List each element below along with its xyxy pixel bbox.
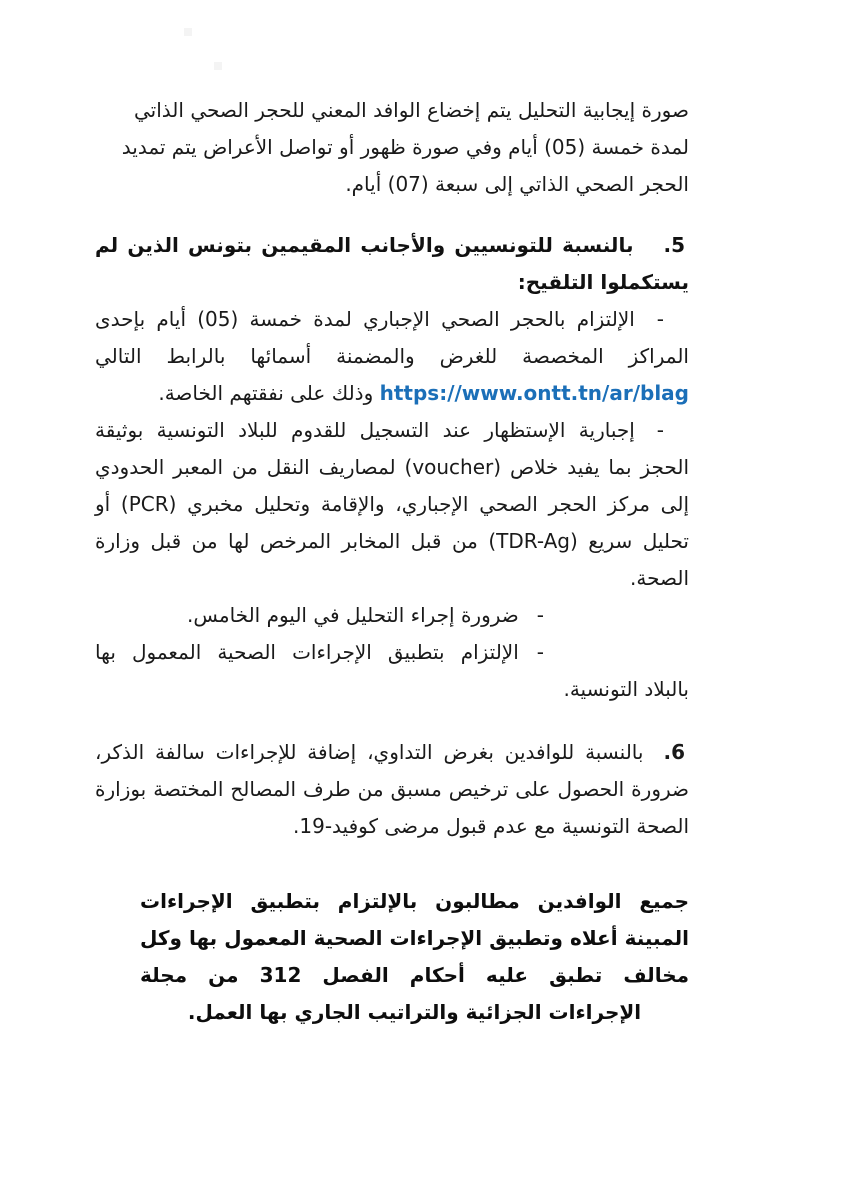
sub-bullet-text: ضرورة إجراء التحليل في اليوم الخامس.: [187, 603, 519, 627]
closing-paragraph: جميع الوافدين مطالبون بالإلتزام بتطبيق الإجراءات المبينة أعلاه وتطبيق الإجراءات الصحية المعمول بها وكل مخالف تطبق عليه أحكام الفصل 312 من مجلة الإجراءات الجزائية والتراتيب الجاري بها العمل.: [140, 889, 690, 1024]
bullet-dash: -: [656, 418, 664, 442]
sub-bullet-item-health-measures: [95, 634, 689, 708]
bullet-text: إجبارية الإستظهار عند التسجيل للقدوم للبلاد التونسية بوثيقة الحجز بما يفيد خلاص (voucher) لمصاريف النقل من المعبر الحدودي إلى مركز الحجر الصحي الإجباري، والإقامة وتحليل مخبري (PCR) أو تحليل سريع (TDR-Ag) من قبل المخابر المرخص لها من قبل وزارة الصحة.: [95, 418, 690, 590]
section-6-number: 6.: [663, 740, 685, 764]
bullet-dash: -: [536, 603, 544, 627]
bullet-dash: -: [536, 640, 544, 664]
section-5-title: بالنسبة للتونسيين والأجانب المقيمين بتونس الذين لم يستكملوا التلقيح:: [95, 233, 689, 294]
scan-artifact: [214, 62, 222, 70]
ontt-link[interactable]: https://www.ontt.tn/ar/blag: [379, 381, 689, 405]
scan-artifact: [184, 28, 192, 36]
intro-paragraph: صورة إيجابية التحليل يتم إخضاع الوافد المعني للحجر الصحي الذاتي لمدة خمسة (05) أيام وفي صورة ظهور أو تواصل الأعراض يتم تمديد الحجر الصحي الذاتي إلى سبعة (07) أيام.: [121, 98, 689, 196]
bullet-item-voucher: [95, 412, 689, 597]
section-6-text: بالنسبة للوافدين بغرض التداوي، إضافة للإجراءات سالفة الذكر، ضرورة الحصول على ترخيص مسبق من طرف المصالح المختصة بوزارة الصحة التونسية مع عدم قبول مرضى كوفيد-19.: [95, 740, 689, 838]
bullet-text-after-link: وذلك على نفقتهم الخاصة.: [158, 381, 374, 405]
bullet-text-before-link: الإلتزام بالحجر الصحي الإجباري لمدة خمسة (05) أيام بإحدى المراكز المخصصة للغرض والمضمنة أسمائها بالرابط التالي: [95, 307, 689, 368]
section-5-heading: [95, 227, 689, 301]
bullet-dash: -: [656, 307, 664, 331]
section-5-number: 5.: [663, 233, 685, 257]
section-6-paragraph: [95, 734, 689, 845]
sub-bullet-text: الإلتزام بتطبيق الإجراءات الصحية المعمول بها بالبلاد التونسية.: [95, 640, 689, 701]
document-body: [95, 92, 689, 1031]
sub-bullet-item-test-day5: [95, 597, 689, 634]
bullet-item-quarantine: [95, 301, 689, 412]
